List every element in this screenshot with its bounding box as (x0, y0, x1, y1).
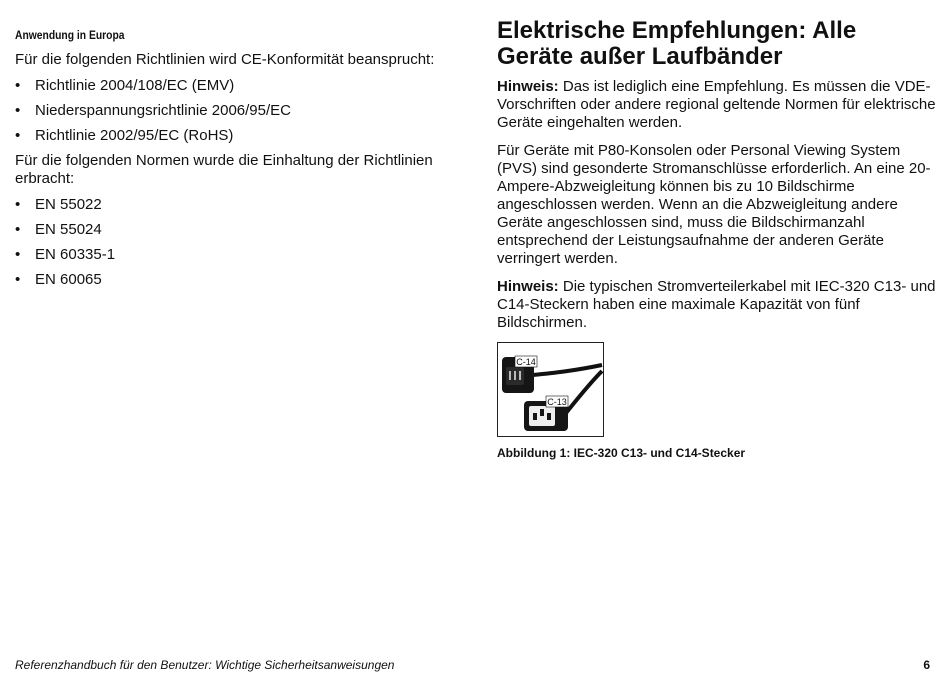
c14-label: C-14 (516, 357, 536, 367)
note-paragraph-1 (497, 78, 937, 132)
bullet-icon: • (15, 221, 21, 238)
power-connector-illustration (498, 343, 603, 436)
note-label: Hinweis: (497, 78, 559, 95)
list-item (15, 271, 455, 289)
list-item (15, 102, 455, 120)
bullet-icon: • (15, 246, 21, 263)
bullet-icon: • (15, 127, 21, 144)
standards-intro-text: Für die folgenden Normen wurde die Einhaltung der Richtlinien erbracht: (15, 152, 433, 187)
bullet-icon: • (15, 271, 21, 288)
directive-text: Richtlinie 2004/108/EC (EMV) (35, 77, 235, 94)
footer-title: Referenzhandbuch für den Benutzer: Wichtige Sicherheitsanweisungen (15, 658, 395, 672)
ce-intro-text: Für die folgenden Richtlinien wird CE-Konformität beansprucht: (15, 51, 435, 68)
list-item (15, 127, 455, 145)
standard-text: EN 60065 (35, 271, 102, 288)
list-item (15, 196, 455, 214)
note-text: Die typischen Stromverteilerkabel mit IEC-320 C13- und C14-Steckern haben eine maximale Kapazität von fünf Bildschirmen. (497, 278, 936, 331)
note-label: Hinweis: (497, 278, 559, 295)
connector-figure (497, 342, 604, 437)
list-item (15, 246, 455, 264)
power-paragraph: Für Geräte mit P80-Konsolen oder Personal Viewing System (PVS) sind gesonderte Stromanschlüsse erforderlich. An eine 20-Ampere-Abzweigleitung können bis zu 10 Bildschirme angeschlossen werden. Wenn an die Abzweigleitung andere Geräte angeschlossen sind, muss die Bildschirmanzahl entsprechend der Leistungsaufnahme der anderen Geräte verringert werden. (497, 142, 931, 267)
list-item (15, 77, 455, 95)
bullet-icon: • (15, 77, 21, 94)
list-item (15, 221, 455, 239)
page-title: Elektrische Empfehlungen: Alle Geräte außer Laufbänder (497, 17, 857, 70)
standard-text: EN 55024 (35, 221, 102, 238)
standards-list (15, 196, 455, 289)
bullet-icon: • (15, 102, 21, 119)
bullet-icon: • (15, 196, 21, 213)
directive-text: Richtlinie 2002/95/EC (RoHS) (35, 127, 234, 144)
page-number: 6 (923, 658, 930, 672)
section-heading: Anwendung in Europa (15, 28, 125, 42)
note-text: Das ist lediglich eine Empfehlung. Es müssen die VDE-Vorschriften oder andere regional geltende Normen für elektrische Geräte eingehalten werden. (497, 78, 936, 131)
directive-text: Niederspannungsrichtlinie 2006/95/EC (35, 102, 291, 119)
figure-caption: Abbildung 1: IEC-320 C13- und C14-Stecker (497, 446, 746, 460)
standard-text: EN 60335-1 (35, 246, 116, 263)
right-column (497, 18, 937, 460)
note-paragraph-2 (497, 278, 937, 332)
c13-label: C-13 (547, 397, 567, 407)
standard-text: EN 55022 (35, 196, 102, 213)
left-column (15, 28, 455, 296)
directives-list (15, 77, 455, 145)
